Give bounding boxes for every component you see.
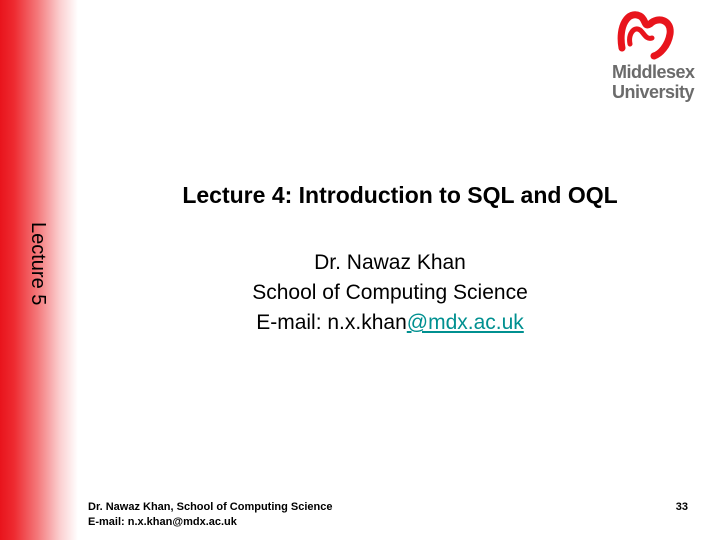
logo-wordmark: [612, 62, 695, 102]
footer-line-1: Dr. Nawaz Khan, School of Computing Science: [88, 501, 333, 513]
school-name: School of Computing Science: [252, 281, 528, 304]
email-line: [150, 308, 630, 338]
email-link[interactable]: @mdx.ac.uk: [406, 311, 524, 334]
email-prefix: E-mail: n.x.khan: [256, 311, 407, 334]
middlesex-university-logo-icon: [614, 4, 678, 60]
logo-line-2: University: [612, 82, 695, 102]
side-lecture-label: Lecture 5: [27, 222, 49, 306]
slide-title: Lecture 4: Introduction to SQL and OQL: [182, 182, 618, 208]
university-logo: [606, 4, 706, 104]
author-name: Dr. Nawaz Khan: [314, 251, 466, 274]
author-contact-block: [150, 248, 630, 338]
slide-footer: [88, 500, 332, 530]
logo-line-1: Middlesex: [612, 62, 695, 82]
footer-line-2: E-mail: n.x.khan@mdx.ac.uk: [88, 516, 237, 528]
page-number: 33: [675, 501, 688, 513]
